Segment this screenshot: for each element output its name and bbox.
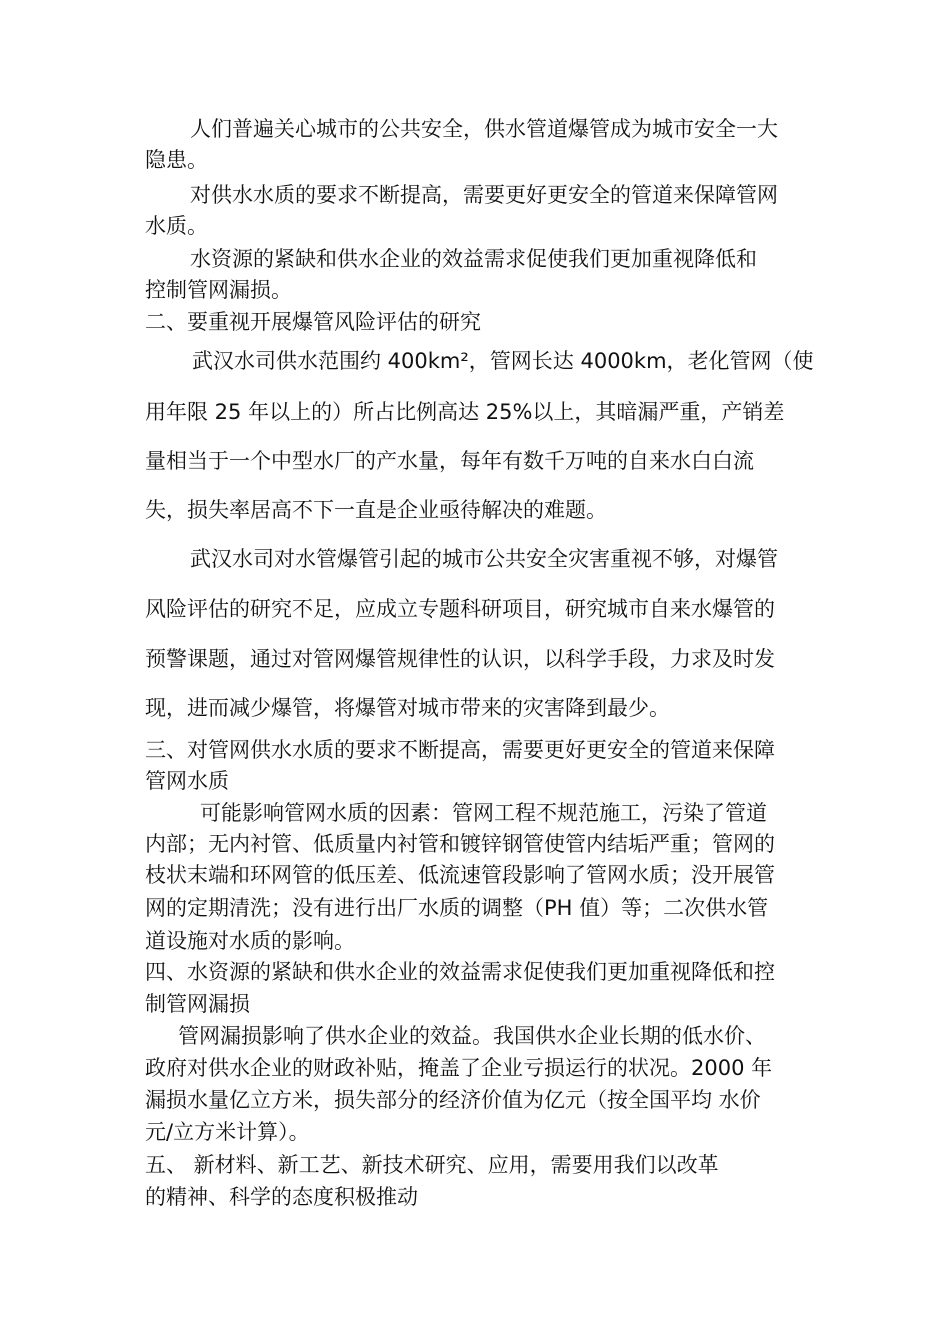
paragraph-line: 网的定期清洗；没有进行出厂水质的调整（PH 值）等；二次供水管 xyxy=(145,896,769,920)
paragraph-line: 管网漏损影响了供水企业的效益。我国供水企业长期的低水价、 xyxy=(178,1024,766,1048)
paragraph-line: 元/立方米计算）。 xyxy=(145,1120,310,1144)
section-heading: 五、 新材料、新工艺、新技术研究、应用，需要用我们以改革 xyxy=(145,1153,719,1177)
paragraph-line: 水资源的紧缺和供水企业的效益需求促使我们更加重视降低和 xyxy=(190,247,757,271)
paragraph-line: 对供水水质的要求不断提高，需要更好更安全的管道来保障管网 xyxy=(190,183,778,207)
paragraph-line: 枝状末端和环网管的低压差、低流速管段影响了管网水质；没开展管 xyxy=(145,863,775,887)
paragraph-line: 风险评估的研究不足，应成立专题科研项目，研究城市自来水爆管的 xyxy=(145,597,775,621)
paragraph-line: 失，损失率居高不下一直是企业亟待解决的难题。 xyxy=(145,498,607,522)
paragraph-line: 漏损水量亿立方米，损失部分的经济价值为亿元（按全国平均 水价 xyxy=(145,1088,761,1112)
section-heading: 三、对管网供水水质的要求不断提高，需要更好更安全的管道来保障 xyxy=(145,738,775,762)
paragraph-line: 预警课题，通过对管网爆管规律性的认识，以科学手段，力求及时发 xyxy=(145,647,775,671)
section-heading: 二、要重视开展爆管风险评估的研究 xyxy=(145,310,481,334)
paragraph-line: 现，进而减少爆管，将爆管对城市带来的灾害降到最少。 xyxy=(145,696,670,720)
paragraph-line: 人们普遍关心城市的公共安全，供水管道爆管成为城市安全一大 xyxy=(190,117,778,141)
paragraph-line: 道设施对水质的影响。 xyxy=(145,929,355,953)
paragraph-line: 水质。 xyxy=(145,214,208,238)
paragraph-line: 控制管网漏损。 xyxy=(145,278,292,302)
paragraph-line: 隐患。 xyxy=(145,148,208,172)
paragraph-line: 量相当于一个中型水厂的产水量，每年有数千万吨的自来水白白流 xyxy=(145,449,754,473)
paragraph-line: 可能影响管网水质的因素：管网工程不规范施工，污染了管道 xyxy=(200,801,767,825)
paragraph-line: 武汉水司对水管爆管引起的城市公共安全灾害重视不够，对爆管 xyxy=(190,547,778,571)
section-heading: 的精神、科学的态度积极推动 xyxy=(145,1185,418,1209)
paragraph-line: 内部；无内衬管、低质量内衬管和镀锌钢管使管内结垢严重；管网的 xyxy=(145,832,775,856)
paragraph-line: 政府对供水企业的财政补贴，掩盖了企业亏损运行的状况。2000 年 xyxy=(145,1056,773,1080)
section-heading: 制管网漏损 xyxy=(145,992,250,1016)
section-heading: 四、水资源的紧缺和供水企业的效益需求促使我们更加重视降低和控 xyxy=(145,960,775,984)
paragraph-line: 用年限 25 年以上的）所占比例高达 25%以上，其暗漏严重，产销差 xyxy=(145,400,785,424)
section-heading: 管网水质 xyxy=(145,769,229,793)
paragraph-line: 武汉水司供水范围约 400km²，管网长达 4000km，老化管网（使 xyxy=(192,349,814,373)
